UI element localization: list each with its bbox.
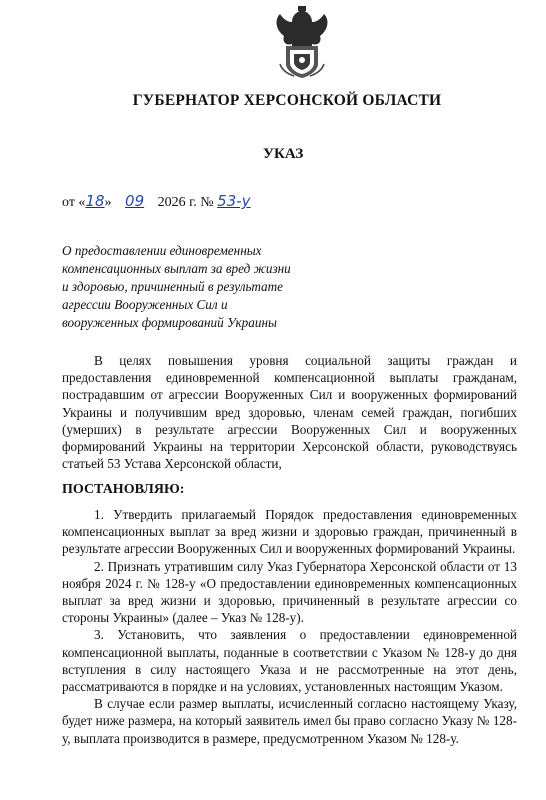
preamble-paragraph: В целях повышения уровня социальной защиты граждан и предоставления единовременной компенсационной выплаты гражданам, пострадавшим от агрессии Вооруженных Сил и вооруженных формирований Украины и получившим вред здоровью, членам семей граждан, погибших (умерших) в результате агрессии Вооруженных Сил и вооруженных формирований Украины на территории Херсонской области, руководствуясь статьей 53 Устава Херсонской области,	[62, 353, 517, 472]
decree-item-1: 1. Утвердить прилагаемый Порядок предоставления единовременных компенсационных выплат за вред жизни и здоровью граждан, причиненный в результате агрессии Вооруженных Сил и вооруженных формирований Украины.	[62, 507, 517, 557]
subject-line: вооруженных формирований Украины	[62, 315, 277, 330]
decree-item-3: 3. Установить, что заявления о предоставлении единовременной компенсационной выплаты, поданные в соответствии с Указом № 128-у до дня вступления в силу настоящего Указа и не рассмотренные на этот день, рассматриваются в порядке и на условиях, установленных настоящим Указом.	[62, 627, 517, 695]
subject-line: компенсационных выплат за вред жизни	[62, 261, 291, 276]
handwritten-month: 09	[125, 192, 145, 210]
date-prefix: от «	[62, 195, 86, 210]
coat-of-arms-emblem	[272, 6, 332, 78]
decree-item-3-continuation: В случае если размер выплаты, исчисленный согласно настоящему Указу, будет ниже размера, на который заявитель имел бы право согласно Указу № 128-у, выплата производится в размере, предусмотренном Указом № 128-у.	[62, 696, 517, 746]
decree-items	[62, 506, 517, 747]
subject-line: О предоставлении единовременных	[62, 243, 262, 258]
handwritten-number: 53-у	[217, 192, 251, 210]
decree-subject	[62, 242, 322, 332]
decree-item-2: 2. Признать утратившим силу Указ Губернатора Херсонской области от 13 ноября 2024 г. № 128-у «О предоставлении единовременных компенсационных выплат за вред жизни и здоровью, причиненный в результате агрессии со стороны Украины» (далее – Указ № 128-у).	[62, 558, 517, 626]
handwritten-day: 18	[85, 192, 105, 210]
year-and-number-label: 2026 г. №	[154, 195, 218, 210]
date-separator: »	[104, 195, 116, 210]
issuing-authority: ГУБЕРНАТОР ХЕРСОНСКОЙ ОБЛАСТИ	[132, 92, 442, 109]
decree-keyword: ПОСТАНОВЛЯЮ:	[62, 482, 185, 497]
document-type: УКАЗ	[263, 146, 304, 162]
date-number-line	[62, 192, 251, 211]
subject-line: и здоровью, причиненный в результате	[62, 279, 283, 294]
subject-line: агрессии Вооруженных Сил и	[62, 297, 228, 312]
